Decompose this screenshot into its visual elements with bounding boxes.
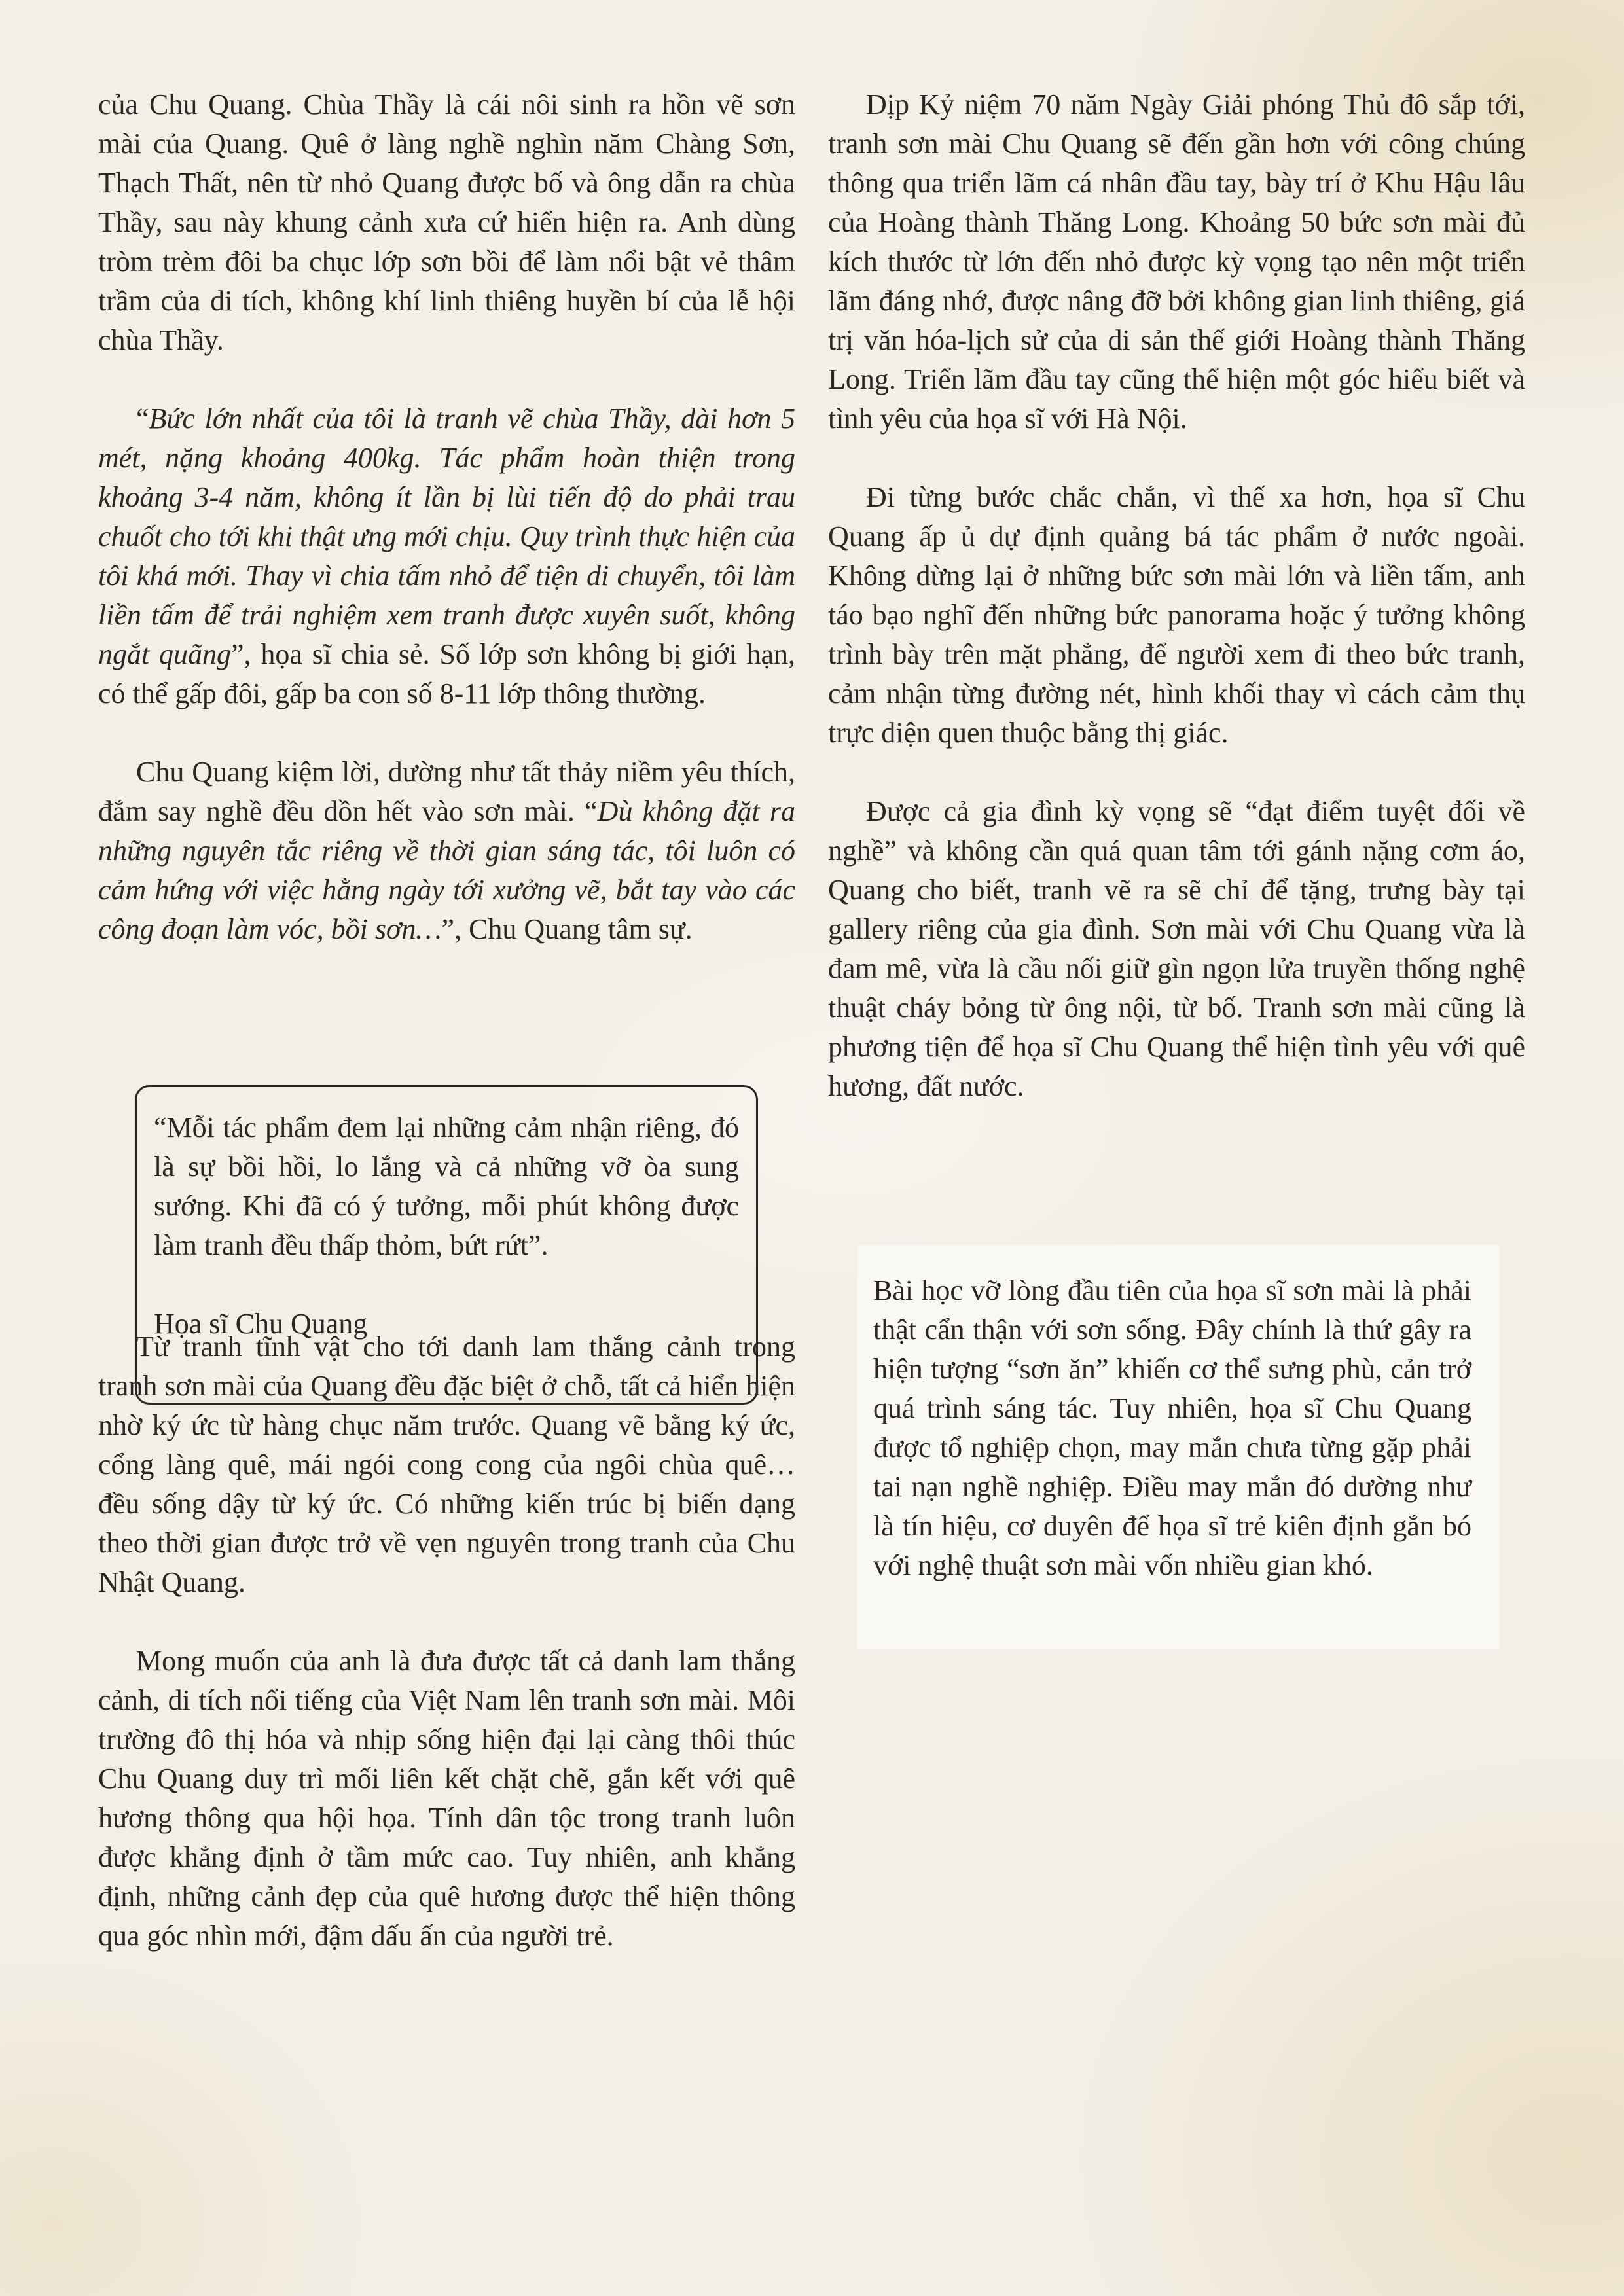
- left-column: [98, 85, 795, 1956]
- left-paragraph-3: [98, 753, 795, 949]
- pull-quote-text: “Mỗi tác phẩm đem lại những cảm nhận riêng, đó là sự bồi hồi, lo lắng và cả những vỡ òa sung sướng. Khi đã có ý tưởng, mỗi phút không được làm tranh đều thấp thỏm, bứt rứt”.: [154, 1111, 739, 1261]
- right-paragraph-2: Đi từng bước chắc chắn, vì thế xa hơn, họa sĩ Chu Quang ấp ủ dự định quảng bá tác phẩm ở nước ngoài. Không dừng lại ở những bức sơn mài lớn và liền tấm, anh táo bạo nghĩ đến những bức panorama hoặc ý tưởng không trình bày trên mặt phẳng, để người xem đi theo bức tranh, cảm nhận từng đường nét, hình khối thay vì cách cảm thụ trực diện quen thuộc bằng thị giác.: [828, 481, 1525, 749]
- pull-quote-author: Họa sĩ Chu Quang: [154, 1308, 368, 1340]
- quote-open-mark: “: [136, 403, 149, 435]
- left-paragraph-2: [98, 399, 795, 713]
- left-paragraph-5: Mong muốn của anh là đưa được tất cả danh lam thắng cảnh, di tích nổi tiếng của Việt Nam lên tranh sơn mài. Môi trường đô thị hóa và nhịp sống hiện đại lại càng thôi thúc Chu Quang duy trì mối liên kết chặt chẽ, gắn kết với quê hương thông qua hội họa. Tính dân tộc trong tranh luôn được khẳng định ở tầm mức cao. Tuy nhiên, anh khẳng định, những cảnh đẹp của quê hương được thể hiện thông qua góc nhìn mới, đậm dấu ấn của người trẻ.: [98, 1645, 795, 1952]
- left-paragraph-4: Từ tranh tĩnh vật cho tới danh lam thắng cảnh trong tranh sơn mài của Quang đều đặc biệt ở chỗ, tất cả hiển hiện nhờ ký ức từ hàng chục năm trước. Quang vẽ bằng ký ức, cổng làng quê, mái ngói cong cong của ngôi chùa quê… đều sống dậy từ ký ức. Có những kiến trúc bị biến dạng theo thời gian được trở về vẹn nguyên trong tranh của Chu Nhật Quang.: [98, 1331, 795, 1598]
- left-paragraph-2-quote: Bức lớn nhất của tôi là tranh vẽ chùa Thầy, dài hơn 5 mét, nặng khoảng 400kg. Tác phẩm hoàn thiện trong khoảng 3-4 năm, không ít lần bị lùi tiến độ do phải trau chuốt cho tới khi thật ưng mới chịu. Quy trình thực hiện của tôi khá mới. Thay vì chia tấm nhỏ để tiện di chuyển, tôi làm liền tấm để trải nghiệm xem tranh được xuyên suốt, không ngắt quãng: [98, 403, 795, 670]
- left-paragraph-1: của Chu Quang. Chùa Thầy là cái nôi sinh ra hồn vẽ sơn mài của Quang. Quê ở làng nghề nghìn năm Chàng Sơn, Thạch Thất, nên từ nhỏ Quang được bố và ông dẫn ra chùa Thầy, sau này khung cảnh xưa cứ hiển hiện ra. Anh dùng tròm trèm đôi ba chục lớp sơn bồi để làm nổi bật vẻ thâm trầm của di tích, không khí linh thiêng huyền bí của lễ hội chùa Thầy.: [98, 88, 795, 356]
- left-paragraph-3-rest: ”, Chu Quang tâm sự.: [441, 913, 693, 945]
- right-paragraph-1: Dịp Kỷ niệm 70 năm Ngày Giải phóng Thủ đô sắp tới, tranh sơn mài Chu Quang sẽ đến gần hơn với công chúng thông qua triển lãm cá nhân đầu tay, bày trí ở Khu Hậu lâu của Hoàng thành Thăng Long. Khoảng 50 bức sơn mài đủ kích thước từ lớn đến nhỏ được kỳ vọng tạo nên một triển lãm đáng nhớ, được nâng đỡ bởi không gian linh thiêng, giá trị văn hóa-lịch sử của di sản thế giới Hoàng thành Thăng Long. Triển lãm đầu tay cũng thể hiện một góc hiểu biết và tình yêu của họa sĩ với Hà Nội.: [828, 88, 1525, 435]
- pull-quote-box: [135, 1085, 758, 1405]
- sidebar-note-text: Bài học vỡ lòng đầu tiên của họa sĩ sơn mài là phải thật cẩn thận với sơn sống. Đây chính là thứ gây ra hiện tượng “sơn ăn” khiến cơ thể sưng phù, cản trở quá trình sáng tác. Tuy nhiên, họa sĩ Chu Quang được tổ nghiệp chọn, may mắn chưa từng gặp phải tai nạn nghề nghiệp. Điều may mắn đó dường như là tín hiệu, cơ duyên để họa sĩ trẻ kiên định gắn bó với nghệ thuật sơn mài vốn nhiều gian khó.: [873, 1274, 1471, 1581]
- right-paragraph-3: Được cả gia đình kỳ vọng sẽ “đạt điểm tuyệt đối về nghề” và không cần quá quan tâm tới gánh nặng cơm áo, Quang cho biết, tranh vẽ ra sẽ chỉ để tặng, trưng bày tại gallery riêng của gia đình. Sơn mài với Chu Quang vừa là đam mê, vừa là cầu nối giữ gìn ngọn lửa truyền thống nghệ thuật cháy bỏng từ ông nội, từ bố. Tranh sơn mài cũng là phương tiện để họa sĩ Chu Quang thể hiện tình yêu với quê hương, đất nước.: [828, 795, 1525, 1102]
- left-paragraph-2-rest: ”, họa sĩ chia sẻ. Số lớp sơn không bị giới hạn, có thể gấp đôi, gấp ba con số 8-11 lớp thông thường.: [98, 638, 795, 709]
- right-column: [828, 85, 1525, 1106]
- sidebar-note-box: [857, 1245, 1499, 1649]
- left-paragraph-3-start: Chu Quang kiệm lời, dường như tất thảy niềm yêu thích, đắm say nghề đều dồn hết vào sơn mài. “: [98, 756, 795, 827]
- left-paragraph-3-quote: Dù không đặt ra những nguyên tắc riêng về thời gian sáng tác, tôi luôn có cảm hứng với việc hằng ngày tới xưởng vẽ, bắt tay vào các công đoạn làm vóc, bồi sơn…: [98, 795, 795, 945]
